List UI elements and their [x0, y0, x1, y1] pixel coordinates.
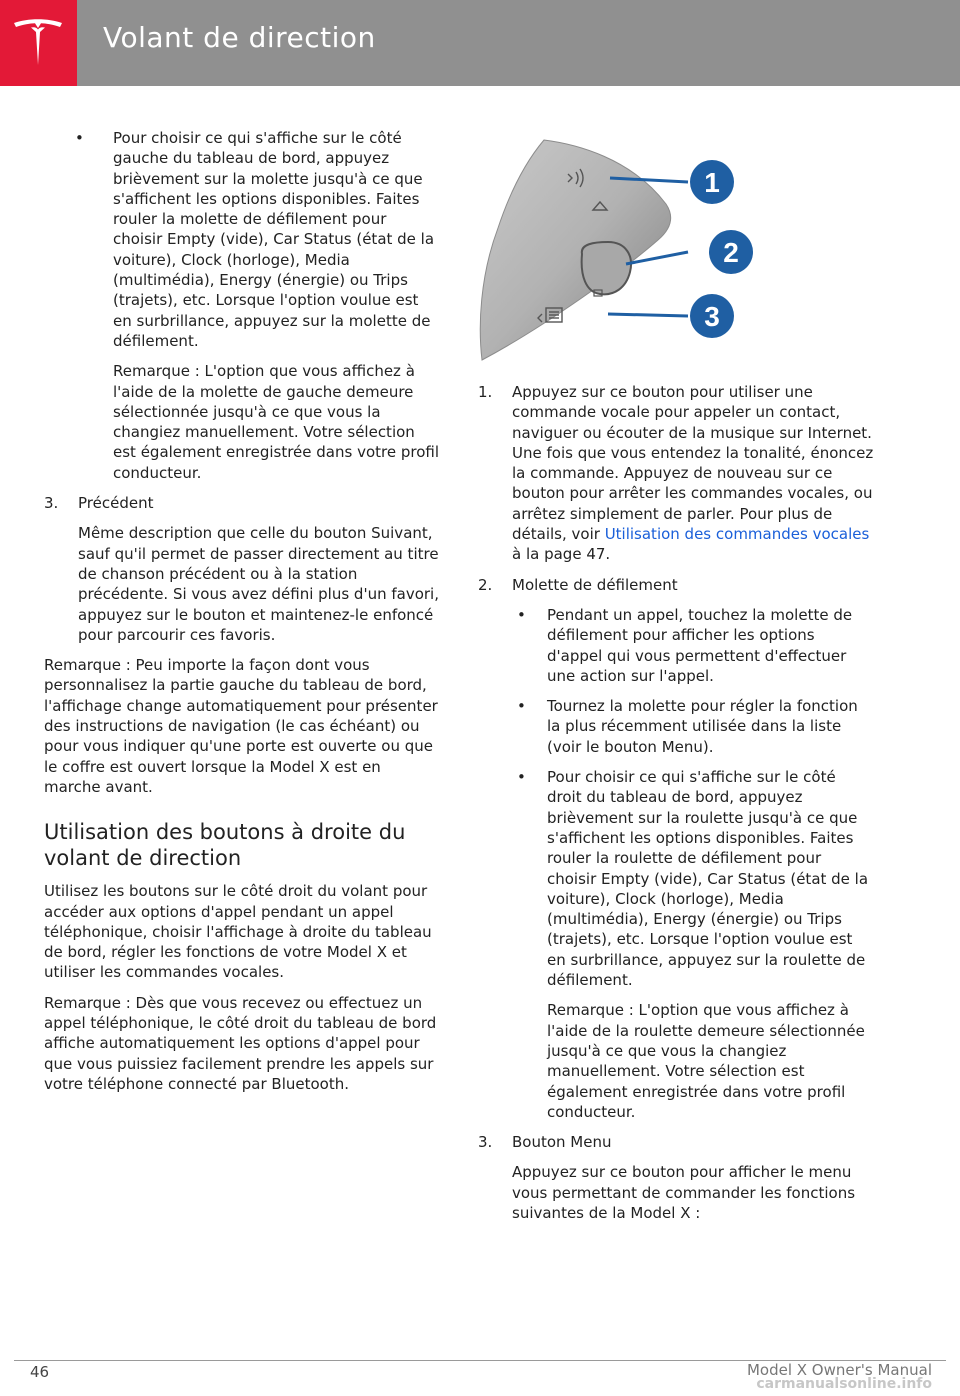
- item-description: Même description que celle du bouton Suivant, sauf qu'il permet de passer directement au titre de chanson précédent ou à la station précédente. Si vous avez défini plus d'un favori, appuyez sur le bouton et maintenez-le enfoncé pour parcourir ces favoris.: [78, 524, 439, 644]
- note: Remarque : Peu importe la façon dont vous personnalisez la partie gauche du tableau de bord, l'affichage change automatiquement pour présenter des instructions de navigation (le cas échéant) ou pour vous indiquer qu'une porte est ouverte ou que le coffre est ouvert lorsque la Model X est en marche avant.: [44, 656, 438, 796]
- item-suffix: à la page 47.: [512, 545, 611, 564]
- bullet-note: Remarque : L'option que vous affichez à l'aide de la molette de gauche demeure sélectionnée jusqu'à ce que vous la changiez manuellement. Votre sélection est également enregistrée dans votre profil conducteur.: [113, 362, 440, 482]
- section-note: Remarque : Dès que vous recevez ou effectuez un appel téléphonique, le côté droit du tableau de bord affiche automatiquement les options d'appel pour que vous puissiez facilement prendre les appels sur votre téléphone connecté par Bluetooth.: [44, 993, 437, 1093]
- tesla-logo-icon: [10, 15, 66, 71]
- scroll-wheel: [582, 242, 631, 294]
- section-heading: Utilisation des boutons à droite du volant de direction: [44, 820, 406, 871]
- item-title: Bouton Menu: [512, 1133, 612, 1152]
- item-title: Précédent: [78, 494, 154, 513]
- list-item: [478, 605, 874, 686]
- voice-commands-link[interactable]: Utilisation des commandes vocales: [604, 525, 870, 544]
- callout-2: 2: [723, 237, 739, 268]
- list-item: [478, 382, 874, 565]
- bullet-text: Pendant un appel, touchez la molette de défilement pour afficher les options d'appel qui vous permettent d'effectuer une action sur l'appel.: [547, 605, 853, 685]
- right-column: [478, 382, 874, 1233]
- item-number: 3.: [44, 494, 59, 513]
- item-number: 2.: [478, 575, 493, 594]
- steering-wheel-buttons-figure: [476, 136, 772, 364]
- bullet-text: Pour choisir ce qui s'affiche sur le côté droit du tableau de bord, appuyez brièvement sur la roulette jusqu'à ce que s'affichent les options disponibles. Faites rouler la roulette de défilement pour choisir Empty (vide), Car Status (état de la voiture), Clock (horloge), Media (multimédia), Energy (énergie) ou Trips (trajets), etc. Lorsque l'option voulue est en surbrillance, appuyez sur la roulette de défilement.: [547, 768, 869, 990]
- callout-3: 3: [704, 301, 720, 332]
- list-item: [44, 493, 440, 513]
- item-text: Appuyez sur ce bouton pour utiliser une commande vocale pour appeler un contact, naviguer ou écouter de la musique sur Internet. Une fois que vous entendez la tonalité, énoncez la commande. Appuyez de nouveau sur ce bouton pour arrêter les commandes vocales, ou arrêtez simplement de parler. Pour plus de détails, voir: [512, 383, 874, 544]
- section-paragraph: Utilisez les boutons sur le côté droit du volant pour accéder aux options d'appel pendant un appel téléphonique, choisir l'affichage à droite du tableau de bord, régler les fonctions de votre Model X et utiliser les commandes vocales.: [44, 882, 432, 982]
- list-item: [478, 1132, 874, 1152]
- bullet-text: Tournez la molette pour régler la fonction la plus récemment utilisée dans la liste (voir le bouton Menu).: [547, 697, 858, 756]
- list-item: [478, 575, 874, 595]
- list-item: [478, 696, 874, 757]
- left-column: [44, 128, 440, 1104]
- item-number: 1.: [478, 383, 493, 401]
- page-number: 46: [30, 1363, 50, 1381]
- bullet-dot: •: [517, 605, 526, 624]
- watermark: carmanualsonline.info: [756, 1376, 932, 1392]
- list-item: [478, 767, 874, 990]
- bullet-dot: •: [75, 129, 84, 147]
- page-header: [0, 0, 960, 86]
- bullet-text: Pour choisir ce qui s'affiche sur le côté gauche du tableau de bord, appuyez brièvement sur la molette jusqu'à ce que s'affichent les options disponibles. Faites rouler la molette de défilement pour choisir Empty (vide), Car Status (état de la voiture), Clock (horloge), Media (multimédia), Energy (énergie) ou Trips (trajets), etc. Lorsque l'option voulue est en surbrillance, appuyez sur la molette de défilement.: [113, 129, 435, 350]
- page-title: Volant de direction: [103, 21, 376, 54]
- bullet-dot: •: [517, 768, 526, 787]
- bullet-dot: •: [517, 697, 526, 716]
- item-number: 3.: [478, 1133, 493, 1152]
- bullet-note: Remarque : L'option que vous affichez à l'aide de la roulette demeure sélectionnée jusqu'à ce que vous la changiez manuellement. Votre sélection est également enregistrée dans votre profil conducteur.: [547, 1001, 865, 1121]
- tesla-logo: [0, 0, 77, 86]
- callout-1: 1: [704, 167, 720, 198]
- list-item: [44, 128, 440, 351]
- item-description: Appuyez sur ce bouton pour afficher le menu vous permettant de commander les fonctions suivantes de la Model X :: [512, 1163, 856, 1222]
- manual-title: Model X Owner's Manual: [746, 1361, 932, 1379]
- button-pad: [480, 140, 670, 360]
- item-title: Molette de défilement: [512, 575, 678, 594]
